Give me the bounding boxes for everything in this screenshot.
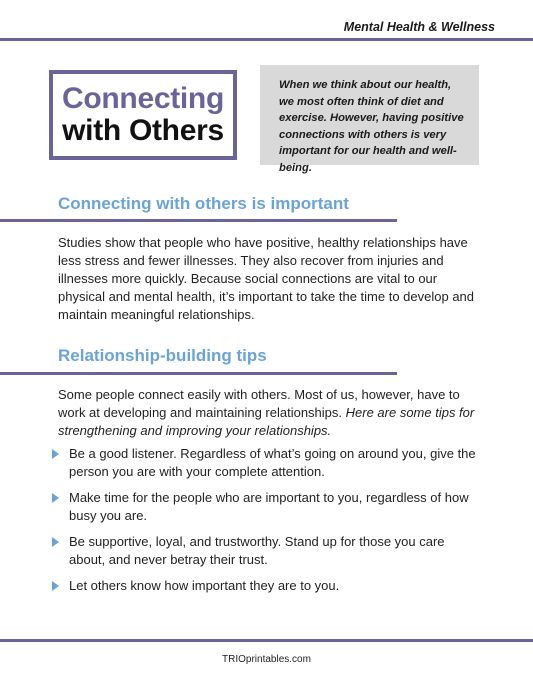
top-divider [0, 38, 533, 41]
bottom-divider [0, 639, 533, 642]
section-1-heading: Connecting with others is important [58, 194, 349, 213]
section-1-body: Studies show that people who have positive, healthy relationships have less stress and fewer illnesses. They also recover from injuries and illnesses more quickly. Because social connections are vital to our physical and mental health, it’s important to take the time to develop and maintain meaningful relationships. [58, 235, 475, 322]
title-line-2: with Others [62, 114, 224, 147]
footer-url: TRIOprintables.com [222, 654, 311, 665]
section-2-divider [0, 372, 397, 375]
section-1-divider [0, 219, 397, 222]
header-category: Mental Health & Wellness [343, 20, 495, 34]
triangle-right-icon [52, 537, 59, 547]
triangle-right-icon [52, 449, 59, 459]
tips-list [52, 445, 482, 603]
tip-text: Be a good listener. Regardless of what’s going on around you, give the person you are with your complete attention. [69, 446, 476, 479]
tip-text: Let others know how important they are to you. [69, 578, 340, 593]
triangle-right-icon [52, 581, 59, 591]
section-2-body-italic: Here are some tips for strengthening and improving your relationships. [58, 405, 475, 438]
title-box [49, 70, 237, 160]
list-item [52, 533, 482, 569]
list-item [52, 577, 482, 595]
tip-text: Be supportive, loyal, and trustworthy. Stand up for those you care about, and never betray their trust. [69, 534, 445, 567]
list-item [52, 489, 482, 525]
tip-text: Make time for the people who are important to you, regardless of how busy you are. [69, 490, 469, 523]
triangle-right-icon [52, 493, 59, 503]
list-item [52, 445, 482, 481]
section-2-body-plain: Some people connect easily with others. Most of us, however, have to work at developing and maintaining relationships. [58, 387, 460, 420]
section-2-heading: Relationship-building tips [58, 346, 267, 365]
intro-callout: When we think about our health, we most often think of diet and exercise. However, having positive connections with others is very important for our health and well-being. [260, 65, 479, 165]
title-line-1: Connecting [62, 82, 224, 115]
section-2-body [58, 386, 478, 440]
